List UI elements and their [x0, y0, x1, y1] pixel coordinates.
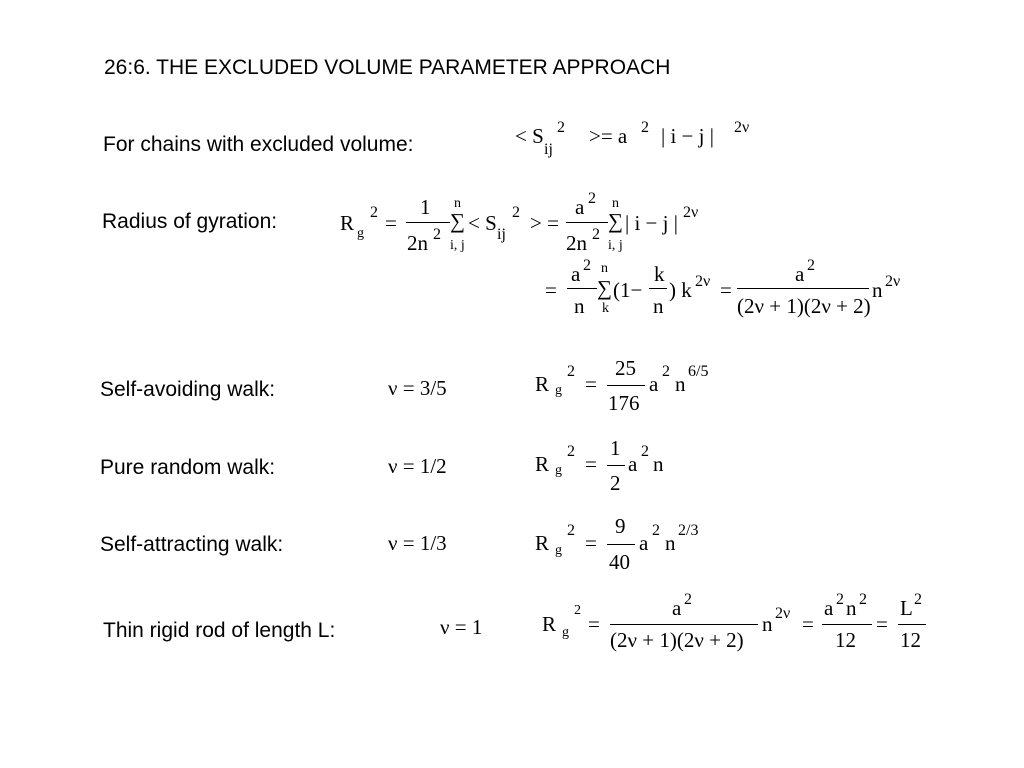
thin-rigid-rod-nu: ν = 1	[440, 615, 483, 639]
pure-random-walk-label: Pure random walk:	[100, 456, 276, 479]
self-avoiding-walk-equation: R g 2 = 25 176 a 2 n 6/5	[535, 356, 709, 415]
self-attracting-walk-equation: R g 2 = 9 40 a 2 n 2/3	[535, 514, 699, 574]
excluded-volume-equation: < S ij 2 >= a 2 | i − j | 2ν	[515, 119, 750, 158]
radius-of-gyration-label: Radius of gyration:	[102, 210, 278, 233]
self-attracting-walk-label: Self-attracting walk:	[100, 533, 284, 556]
excluded-volume-label: For chains with excluded volume:	[103, 133, 414, 156]
radius-of-gyration-equation-line1: R g 2 = 1 2n 2 n ∑ i, j < S ij 2 > = a 2 2n 2 n ∑ i, j | i − j | 2ν	[340, 190, 699, 255]
self-avoiding-walk-label: Self-avoiding walk:	[100, 378, 276, 401]
page-title: 26:6. THE EXCLUDED VOLUME PARAMETER APPROACH	[104, 56, 671, 79]
self-attracting-walk-nu: ν = 1/3	[388, 531, 447, 555]
thin-rigid-rod-label: Thin rigid rod of length L:	[103, 619, 336, 642]
self-avoiding-walk-nu: ν = 3/5	[388, 376, 447, 400]
thin-rigid-rod-equation: R g 2 = a 2 (2ν + 1)(2ν + 2) n 2ν = a 2 n 2 12 = L 2 12	[542, 592, 942, 662]
pure-random-walk-equation: R g 2 = 1 2 a 2 n	[535, 436, 664, 495]
radius-of-gyration-equation-line2: = a 2 n n ∑ k (1− k n ) k 2ν = a 2 (2ν + 1)(2ν + 2) n 2ν	[545, 257, 901, 318]
pure-random-walk-nu: ν = 1/2	[388, 454, 447, 478]
